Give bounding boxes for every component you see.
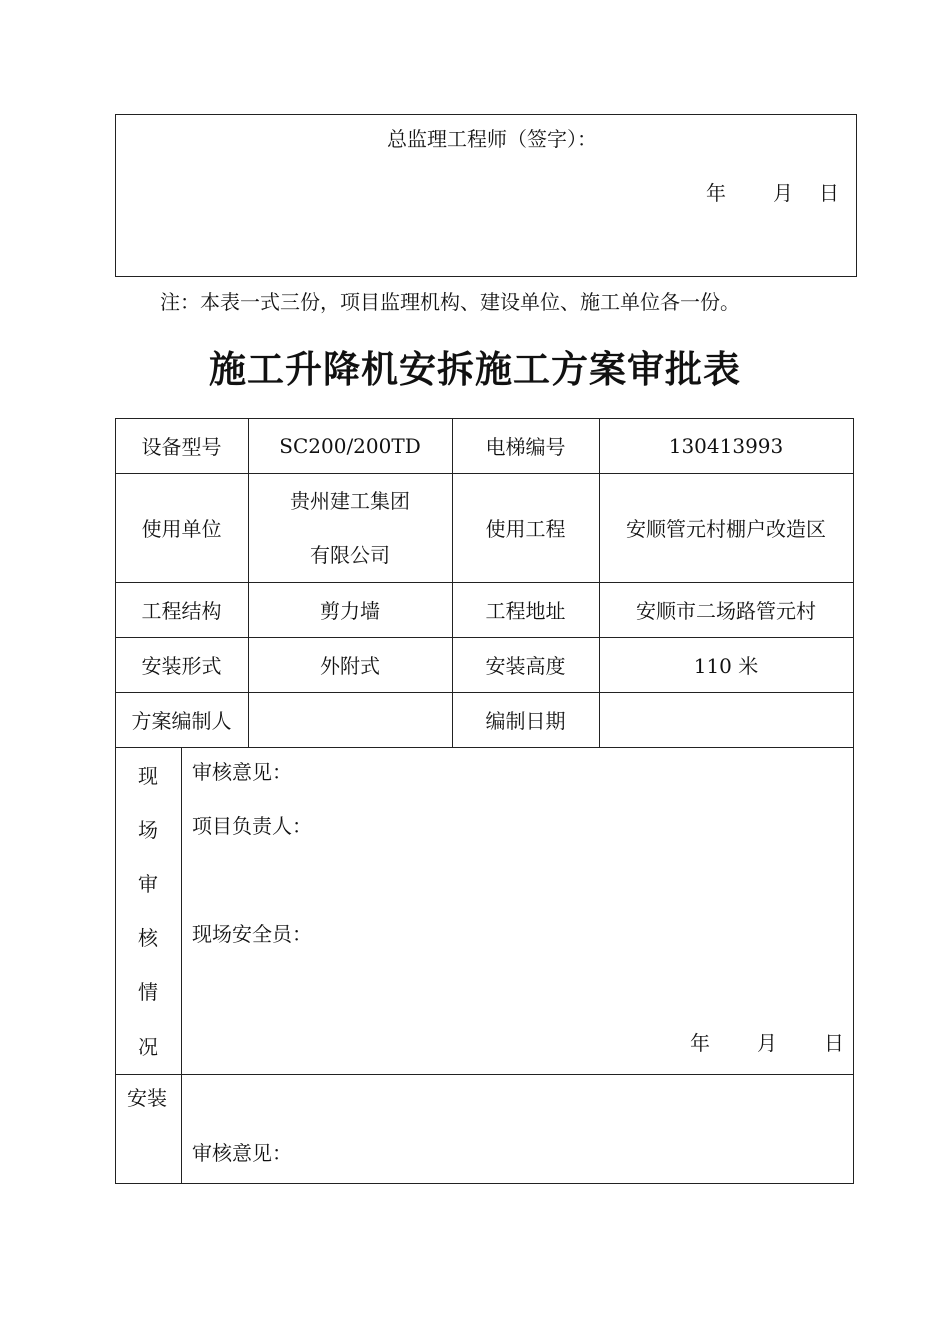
install-height-value: 110 米 [693, 654, 759, 678]
user-unit-value [248, 473, 452, 582]
install-type-label: 安装形式 [141, 654, 222, 678]
site-date-day: 日 [824, 1031, 844, 1055]
project-address-value: 安顺市二场路管元村 [636, 599, 816, 623]
top-date-month: 月 [773, 181, 793, 205]
site-review-char: 情 [138, 980, 158, 1004]
copies-note: 注：本表一式三份，项目监理机构、建设单位、施工单位各一份。 [160, 290, 740, 314]
user-unit-label: 使用单位 [141, 517, 222, 541]
chief-supervisor-signature-label: 总监理工程师（签字）： [387, 127, 597, 151]
structure-value: 剪力墙 [320, 599, 380, 623]
user-unit-value-line1: 贵州建工集团 [290, 488, 410, 513]
project-address-label: 工程地址 [485, 599, 566, 623]
site-date-year: 年 [690, 1031, 710, 1055]
elevator-number-label: 电梯编号 [485, 435, 566, 459]
top-date-day: 日 [819, 181, 839, 205]
top-date-year: 年 [706, 181, 726, 205]
install-review-label: 安装 [127, 1086, 167, 1110]
user-unit-value-line2: 有限公司 [310, 542, 390, 567]
plan-author-value [248, 692, 452, 747]
site-review-char: 审 [138, 872, 158, 896]
site-review-char: 况 [138, 1035, 158, 1059]
project-label: 使用工程 [485, 517, 566, 541]
site-review-char: 核 [138, 926, 158, 950]
install-type-value: 外附式 [320, 654, 380, 678]
site-review-opinion-label: 审核意见： [192, 760, 292, 784]
structure-label: 工程结构 [141, 599, 222, 623]
site-review-char: 现 [138, 764, 158, 788]
compile-date-label: 编制日期 [485, 709, 566, 733]
site-date-month: 月 [757, 1031, 777, 1055]
install-height-label: 安装高度 [485, 654, 566, 678]
safety-officer-label: 现场安全员： [192, 922, 312, 946]
equipment-model-value: SC200/200TD [279, 433, 421, 458]
site-review-char: 场 [138, 818, 158, 842]
page-title: 施工升降机安拆施工方案审批表 [209, 347, 741, 391]
plan-author-label: 方案编制人 [131, 709, 232, 733]
install-review-opinion-label: 审核意见： [192, 1141, 292, 1165]
equipment-model-label: 设备型号 [141, 435, 222, 459]
compile-date-value [599, 692, 853, 747]
elevator-number-value: 130413993 [668, 433, 784, 458]
project-value: 安顺管元村棚户改造区 [626, 517, 826, 541]
project-leader-label: 项目负责人： [192, 814, 312, 838]
